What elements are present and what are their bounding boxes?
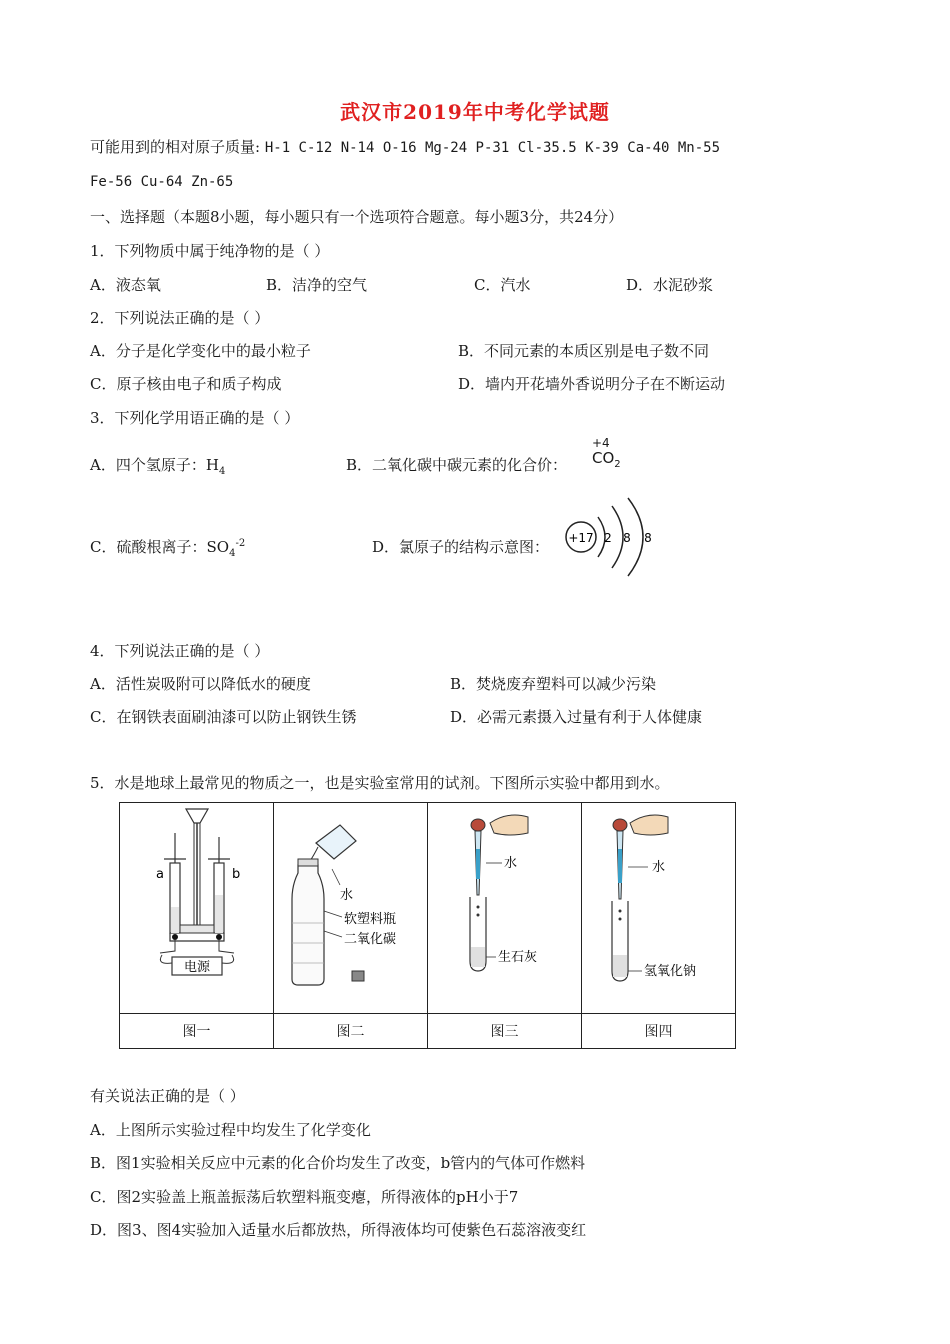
experiment-figures-table	[119, 802, 736, 1049]
q3-option-a-formula: H	[205, 456, 219, 474]
electrolysis-apparatus	[120, 803, 273, 1013]
q3-option-c-formula: SO	[206, 538, 230, 556]
q5-option-c: C．图2实验盖上瓶盖振荡后软塑料瓶变瘪，所得液体的pH小于7	[90, 1188, 519, 1206]
co2-bottle-apparatus	[274, 803, 427, 1013]
atomic-mass-prefix: 可能用到的相对原子质量:	[90, 138, 261, 156]
q2-option-a: A．分子是化学变化中的最小粒子	[90, 342, 311, 360]
shell-2-count: 8	[623, 531, 631, 545]
figure-3-cell	[428, 803, 582, 1014]
fig2-bottle-label: 软塑料瓶	[344, 912, 397, 927]
atomic-mass-line-1	[90, 136, 720, 157]
figure-4-caption: 图四	[582, 1014, 736, 1049]
electrolysis-label-a: a	[156, 867, 164, 882]
fig3-reagent-label: 生石灰	[498, 950, 538, 965]
figure-1-cell	[120, 803, 274, 1014]
fig3-water-label: 水	[504, 856, 518, 871]
q3-b-formula	[592, 449, 621, 470]
q2-option-b: B．不同元素的本质区别是电子数不同	[458, 342, 710, 360]
q3-option-d: D．氯原子的结构示意图：	[372, 538, 550, 556]
shell-1-count: 2	[604, 531, 612, 545]
q5-option-a: A．上图所示实验过程中均发生了化学变化	[90, 1121, 371, 1139]
q5-option-d: D．图3、图4实验加入适量水后都放热，所得液体均可使紫色石蕊溶液变红	[90, 1221, 587, 1239]
figure-2-caption: 图二	[274, 1014, 428, 1049]
atomic-mass-values: H-1 C-12 N-14 O-16 Mg-24 P-31 Cl-35.5 K-39 Ca-40 Mn-55	[264, 140, 720, 156]
lime-test-tube-apparatus	[428, 803, 581, 1013]
electron-shell-2	[612, 506, 623, 568]
q3-b-formula-text: CO	[592, 449, 615, 467]
section-heading: 一、选择题（本题8小题，每小题只有一个选项符合题意。每小题3分，共24分）	[90, 208, 624, 226]
shell-3-count: 8	[644, 531, 652, 545]
q1-option-d: D．水泥砂浆	[626, 276, 714, 294]
q3-option-c-subscript: 4	[229, 548, 236, 559]
q2-option-d: D．墙内开花墙外香说明分子在不断运动	[458, 375, 726, 393]
nucleus-charge: +17	[568, 531, 594, 545]
q3-option-c-superscript: -2	[235, 538, 246, 549]
q4-option-c: C．在钢铁表面刷油漆可以防止钢铁生锈	[90, 708, 357, 726]
q3-option-a-subscript: 4	[218, 466, 226, 477]
q5-question: 有关说法正确的是（ ）	[90, 1087, 245, 1105]
q4-option-d: D．必需元素摄入过量有利于人体健康	[450, 708, 703, 726]
q3-stem: 3．下列化学用语正确的是（ ）	[90, 409, 300, 427]
q3-option-c	[90, 536, 245, 559]
fig4-water-label: 水	[652, 860, 666, 875]
q1-stem: 1．下列物质中属于纯净物的是（ ）	[90, 242, 330, 260]
q4-option-b: B．焚烧废弃塑料可以减少污染	[450, 675, 657, 693]
q3-option-c-text: C．硫酸根离子：	[90, 538, 207, 556]
q2-option-c: C．原子核由电子和质子构成	[90, 375, 282, 393]
fig2-gas-label: 二氧化碳	[344, 932, 397, 947]
fig2-water-label: 水	[340, 888, 354, 903]
q1-option-a: A．液态氧	[90, 276, 161, 294]
q4-option-a: A．活性炭吸附可以降低水的硬度	[90, 675, 311, 693]
figure-3-caption: 图三	[428, 1014, 582, 1049]
q4-stem: 4．下列说法正确的是（ ）	[90, 642, 270, 660]
q1-option-b: B．洁净的空气	[266, 276, 368, 294]
figure-2-cell	[274, 803, 428, 1014]
electrolysis-label-b: b	[232, 867, 241, 882]
atomic-mass-line-2: Fe-56 Cu-64 Zn-65	[90, 174, 234, 190]
fig4-reagent-label: 氢氧化钠	[644, 964, 697, 979]
q5-stem: 5．水是地球上最常见的物质之一，也是实验室常用的试剂。下图所示实验中都用到水。	[90, 774, 670, 792]
q3-b-valence: +4	[592, 436, 610, 450]
q3-b-formula-subscript: 2	[614, 459, 621, 470]
chlorine-atom-diagram	[562, 492, 662, 578]
q1-option-c: C．汽水	[474, 276, 531, 294]
power-supply-label: 电源	[183, 960, 211, 975]
figure-4-cell	[582, 803, 736, 1014]
figure-1-caption: 图一	[120, 1014, 274, 1049]
q3-option-a	[90, 454, 225, 477]
q3-option-a-text: A．四个氢原子：	[90, 456, 206, 474]
page-title: 武汉市2019年中考化学试题	[340, 100, 610, 124]
q2-stem: 2．下列说法正确的是（ ）	[90, 309, 270, 327]
q3-option-b: B．二氧化碳中碳元素的化合价：	[346, 456, 568, 474]
naoh-test-tube-apparatus	[582, 803, 735, 1013]
q5-option-b: B．图1实验相关反应中元素的化合价均发生了改变，b管内的气体可作燃料	[90, 1154, 586, 1172]
